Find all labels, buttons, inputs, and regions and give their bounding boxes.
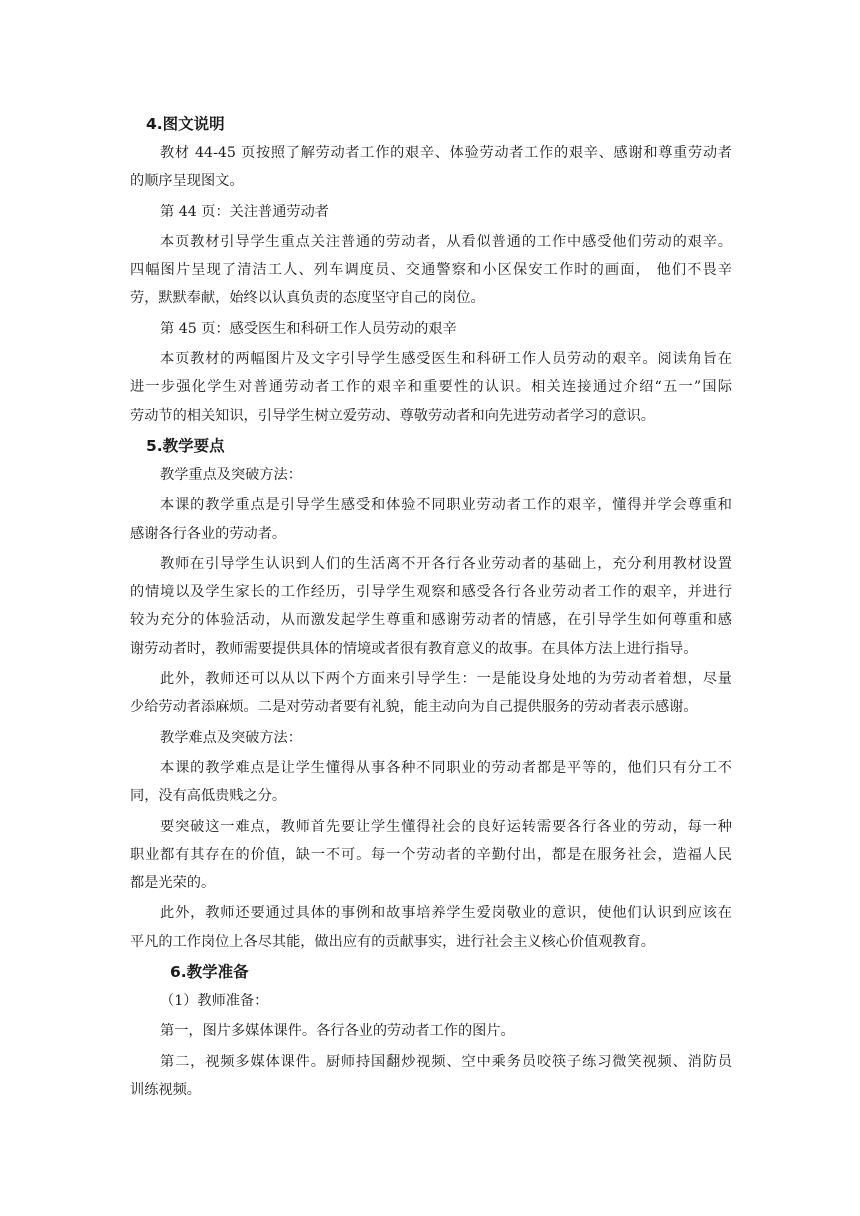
paragraph xyxy=(130,1048,732,1105)
paragraph xyxy=(130,1017,732,1045)
paragraph xyxy=(130,550,732,663)
paragraph xyxy=(130,491,732,548)
paragraph-line: 本课的教学难点是让学生懂得从事各种不同职业的劳动者都是平等的，他们只有分工不 xyxy=(160,759,732,776)
paragraph-line: 教学难点及突破方法： xyxy=(160,729,302,746)
paragraph-line: 感谢各行各业的劳动者。 xyxy=(130,525,287,542)
document-body xyxy=(130,110,732,1106)
paragraph xyxy=(130,315,732,343)
paragraph-line: 四幅图片呈现了清洁工人、列车调度员、交通警察和小区保安工作时的画面， 他们不畏辛 xyxy=(130,262,732,279)
paragraph-line: 本页教材的两幅图片及文字引导学生感受医生和科研工作人员劳动的艰辛。阅读角旨在 xyxy=(160,351,732,368)
paragraph xyxy=(130,345,732,430)
paragraph xyxy=(130,139,732,196)
section-heading: 5.教学要点 xyxy=(146,436,225,455)
paragraph-line: 教师在引导学生认识到人们的生活离不开各行各业劳动者的基础上，充分利用教材设置 xyxy=(160,555,732,572)
paragraph-line: 此外，教师还可以从以下两个方面来引导学生：一是能设身处地的为劳动者着想，尽量 xyxy=(160,671,732,688)
paragraph-line: 都是光荣的。 xyxy=(130,875,216,892)
paragraph xyxy=(130,899,732,956)
paragraph-line: 劳，默默奉献，始终以认真负责的态度坚守自己的岗位。 xyxy=(130,290,485,307)
paragraph-line: 第 45 页：感受医生和科研工作人员劳动的艰辛 xyxy=(160,320,457,337)
paragraph xyxy=(130,198,732,226)
paragraph-line: 教学重点及突破方法： xyxy=(160,466,302,483)
paragraph-line: 第二，视频多媒体课件。厨师持国翻炒视频、空中乘务员咬筷子练习微笑视频、消防员 xyxy=(160,1053,732,1070)
paragraph xyxy=(130,228,732,313)
paragraph-line: 的情境以及学生家长的工作经历，引导学生观察和感受各行各业劳动者工作的艰辛，并进行 xyxy=(130,584,732,601)
paragraph-line: 此外，教师还要通过具体的事例和故事培养学生爱岗敬业的意识，使他们认识到应该在 xyxy=(160,905,732,922)
paragraph-line: 平凡的工作岗位上各尽其能，做出应有的贡献事实，进行社会主义核心价值观教育。 xyxy=(130,933,655,950)
paragraph xyxy=(130,754,732,811)
section-heading: 6.教学准备 xyxy=(170,963,249,982)
paragraph-line: 少给劳动者添麻烦。二是对劳动者要有礼貌，能主动向为自己提供服务的劳动者表示感谢。 xyxy=(130,699,698,716)
paragraph-line: 第一，图片多媒体课件。各行各业的劳动者工作的图片。 xyxy=(160,1023,515,1040)
paragraph-line: 第 44 页：关注普通劳动者 xyxy=(160,203,329,220)
paragraph-line: 劳动节的相关知识，引导学生树立爱劳动、尊敬劳动者和向先进劳动者学习的意识。 xyxy=(130,407,655,424)
paragraph-line: 进一步强化学生对普通劳动者工作的艰辛和重要性的认识。相关连接通过介绍“五一”国际 xyxy=(130,379,732,396)
section-heading: 4.图文说明 xyxy=(146,115,225,133)
paragraph xyxy=(130,724,732,752)
paragraph-line: 本课的教学重点是引导学生感受和体验不同职业劳动者工作的艰辛，懂得并学会尊重和 xyxy=(160,497,732,514)
paragraph-line: 谢劳动者时，教师需要提供具体的情境或者很有教育意义的故事。在具体方法上进行指导。 xyxy=(130,640,698,657)
paragraph xyxy=(130,987,732,1015)
paragraph-line: （1）教师准备： xyxy=(160,993,269,1010)
paragraph-line: 同，没有高低贵贱之分。 xyxy=(130,788,287,805)
paragraph-line: 要突破这一难点，教师首先要让学生懂得社会的良好运转需要各行各业的劳动，每一种 xyxy=(160,818,732,835)
paragraph-line: 教材 44-45 页按照了解劳动者工作的艰辛、体验劳动者工作的艰辛、感谢和尊重劳动者 xyxy=(160,145,732,161)
paragraph xyxy=(130,461,732,489)
paragraph xyxy=(130,665,732,722)
paragraph-line: 较为充分的体验活动，从而激发起学生尊重和感谢劳动者的情感，在引导学生如何尊重和感 xyxy=(130,612,732,629)
paragraph-line: 的顺序呈现图文。 xyxy=(130,173,244,190)
paragraph-line: 训练视频。 xyxy=(130,1081,201,1098)
paragraph xyxy=(130,813,732,898)
paragraph-line: 职业都有其存在的价值，缺一不可。每一个劳动者的辛勤付出，都是在服务社会，造福人民 xyxy=(130,846,732,863)
paragraph-line: 本页教材引导学生重点关注普通的劳动者，从看似普通的工作中感受他们劳动的艰辛。 xyxy=(160,233,732,250)
